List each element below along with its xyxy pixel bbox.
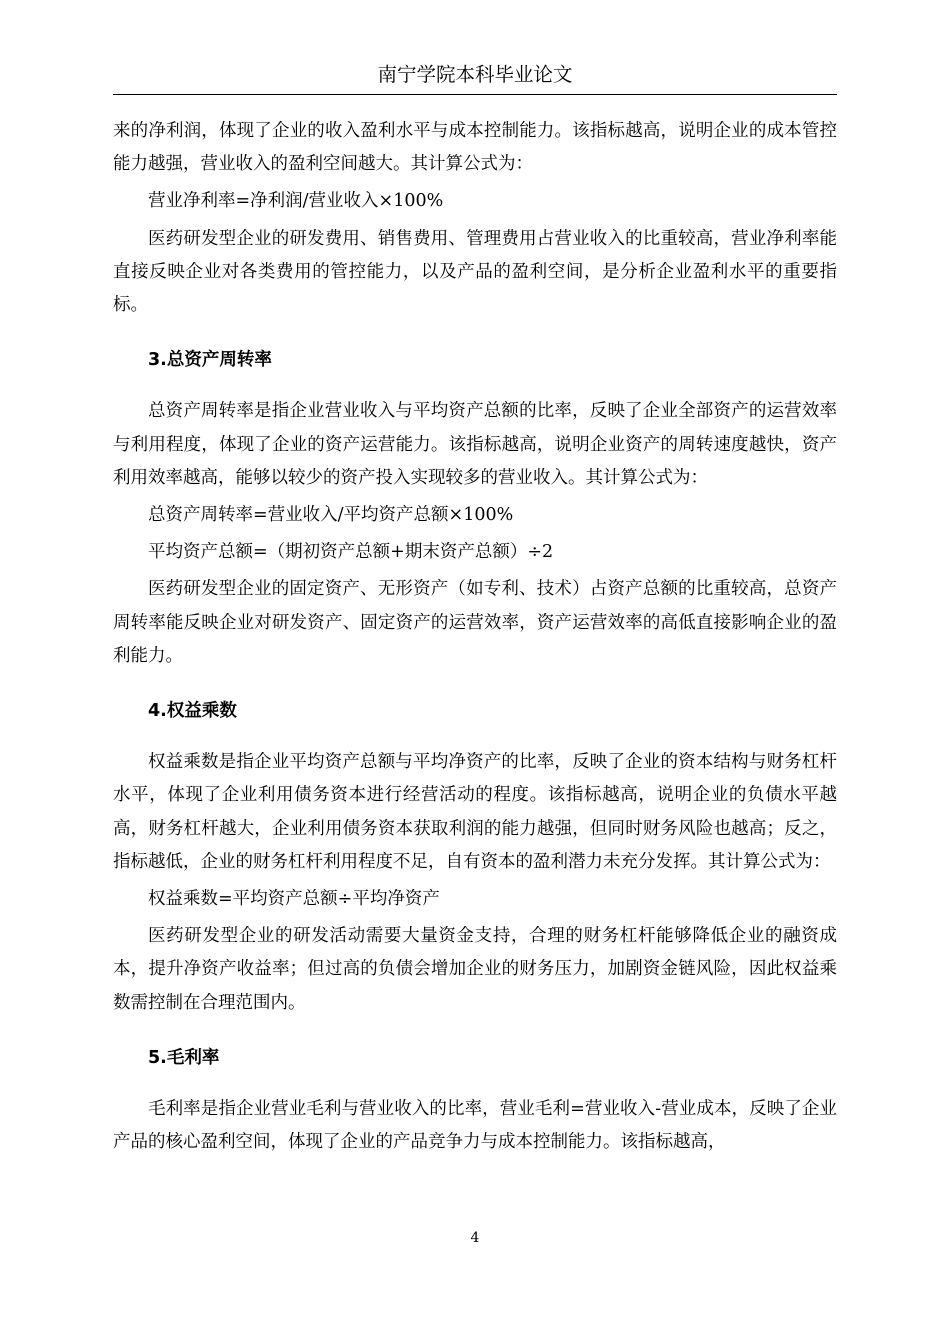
formula-equity-multiplier: 权益乘数=平均资产总额÷平均净资产 bbox=[148, 889, 440, 910]
running-header: 南宁学院本科毕业论文 bbox=[377, 63, 573, 86]
paragraph-continued: 来的净利润，体现了企业的收入盈利水平与成本控制能力。该指标越高，说明企业的成本管控能力越强，营业收入的盈利空间越大。其计算公式为： bbox=[113, 121, 837, 175]
formula-net-profit-margin: 营业净利率=净利润/营业收入×100% bbox=[148, 191, 444, 212]
formula-total-asset-turnover: 总资产周转率=营业收入/平均资产总额×100% bbox=[148, 505, 514, 526]
header-rule bbox=[113, 94, 837, 95]
section-heading: 3.总资产周转率 bbox=[148, 350, 272, 371]
paragraph: 总资产周转率是指企业营业收入与平均资产总额的比率，反映了企业全部资产的运营效率与利用程度，体现了企业的资产运营能力。该指标越高，说明企业资产的周转速度越快，资产利用效率越高，能够以较少的资产投入实现较多的营业收入。其计算公式为： bbox=[113, 401, 837, 488]
page-number: 4 bbox=[470, 1230, 480, 1246]
paragraph: 医药研发型企业的固定资产、无形资产（如专利、技术）占资产总额的比重较高，总资产周转率能反映企业对研发资产、固定资产的运营效率，资产运营效率的高低直接影响企业的盈利能力。 bbox=[113, 579, 837, 666]
paragraph: 权益乘数是指企业平均资产总额与平均净资产的比率，反映了企业的资本结构与财务杠杆水平，体现了企业利用债务资本进行经营活动的程度。该指标越高，说明企业的负债水平越高，财务杠杆越大，企业利用债务资本获取利润的能力越强，但同时财务风险也越高；反之，指标越低，企业的财务杠杆利用程度不足，自有资本的盈利潜力未充分发挥。其计算公式为： bbox=[113, 752, 837, 872]
section-heading: 4.权益乘数 bbox=[148, 701, 237, 722]
section-heading: 5.毛利率 bbox=[148, 1047, 220, 1068]
formula-average-total-assets: 平均资产总额=（期初资产总额+期末资产总额）÷2 bbox=[148, 542, 554, 563]
paragraph: 医药研发型企业的研发活动需要大量资金支持，合理的财务杠杆能够降低企业的融资成本，提升净资产收益率；但过高的负债会增加企业的财务压力，加剧资金链风险，因此权益乘数需控制在合理范围内。 bbox=[113, 926, 837, 1013]
paragraph: 毛利率是指企业营业毛利与营业收入的比率，营业毛利=营业收入-营业成本，反映了企业产品的核心盈利空间，体现了企业的产品竞争力与成本控制能力。该指标越高， bbox=[113, 1099, 837, 1153]
page-body bbox=[113, 115, 837, 1159]
paragraph: 医药研发型企业的研发费用、销售费用、管理费用占营业收入的比重较高，营业净利率能直接反映企业对各类费用的管控能力，以及产品的盈利空间，是分析企业盈利水平的重要指标。 bbox=[113, 228, 837, 316]
